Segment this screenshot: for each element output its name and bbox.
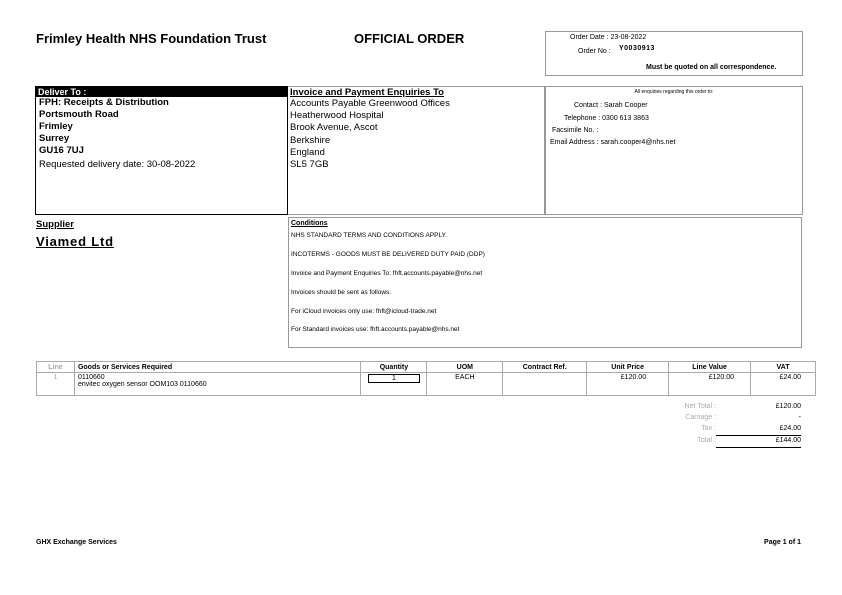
line-value-cell: £120.00 [669, 373, 751, 396]
condition-line: Invoices should be sent as follows: [291, 289, 392, 296]
total-value: £144.00 [775, 437, 801, 444]
order-lines-table [36, 361, 816, 396]
column-header: Quantity [361, 362, 427, 373]
contact-box [545, 86, 803, 215]
condition-line: Invoice and Payment Enquiries To: fhft.accounts.payable@nhs.net [291, 270, 483, 277]
order-info-box [545, 31, 803, 76]
order-number-note: Must be quoted on all correspondence. [646, 64, 777, 71]
unit-price-cell: £120.00 [587, 373, 669, 396]
column-header: Goods or Services Required [74, 362, 360, 373]
order-number-label: Order No : [578, 48, 611, 55]
uom-cell: EACH [427, 373, 503, 396]
contact-name: Contact : Sarah Cooper [574, 102, 648, 109]
table-header-row [37, 362, 816, 373]
quantity-value: 1 [368, 374, 420, 383]
address-line: GU16 7UJ [39, 145, 84, 156]
conditions-title: Conditions [291, 220, 328, 227]
address-line: Brook Avenue, Ascot [290, 122, 378, 134]
deliver-to-header: Deliver To : [36, 87, 287, 97]
total-underline [716, 447, 801, 448]
deliver-address [36, 97, 287, 157]
condition-line: NHS STANDARD TERMS AND CONDITIONS APPLY. [291, 232, 447, 239]
net-total-label: Net Total : [684, 403, 716, 410]
address-line: Portsmouth Road [39, 109, 119, 120]
invoice-enquiries-address [288, 98, 544, 171]
table-row [37, 373, 816, 396]
contact-note: All enquiries regarding this order to: [634, 89, 714, 95]
column-header: Unit Price [587, 362, 669, 373]
total-label: Total : [697, 437, 716, 444]
item-cell [74, 373, 360, 396]
trust-name: Frimley Health NHS Foundation Trust [36, 31, 267, 46]
contact-telephone: Telephone : 0300 613 3863 [564, 115, 649, 122]
item-description: envitec oxygen sensor OOM103 0110660 [77, 381, 207, 388]
footer-provider: GHX Exchange Services [36, 539, 117, 546]
order-number: Y0030913 [619, 45, 655, 52]
conditions-box [288, 217, 802, 348]
column-header: Line Value [669, 362, 751, 373]
tax-value: £24.00 [779, 425, 801, 432]
quantity-cell [361, 373, 427, 396]
page-number: Page 1 of 1 [764, 539, 801, 546]
address-line: Heatherwood Hospital [290, 110, 384, 122]
deliver-to-box [35, 86, 288, 215]
vat-cell: £24.00 [751, 373, 816, 396]
address-line: England [290, 146, 325, 158]
address-line: Surrey [39, 133, 70, 144]
supplier-label: Supplier [36, 219, 75, 230]
address-line: Frimley [39, 121, 73, 132]
carriage-label: Carriage : [685, 414, 716, 421]
condition-line: INCOTERMS - GOODS MUST BE DELIVERED DUTY PAID (DDP) [291, 251, 485, 258]
contact-email: Email Address : sarah.cooper4@nhs.net [550, 139, 676, 146]
column-header: Line [37, 362, 75, 373]
condition-line: For iCloud invoices only use: fhft@icloud-trade.net [291, 308, 437, 315]
item-code: 0110660 [77, 374, 105, 381]
contract-ref-cell [503, 373, 587, 396]
total-divider [716, 435, 801, 436]
column-header: VAT [751, 362, 816, 373]
column-header: Contract Ref. [503, 362, 587, 373]
column-header: UOM [427, 362, 503, 373]
address-line: Berkshire [290, 134, 331, 146]
invoice-enquiries-title: Invoice and Payment Enquiries To [290, 87, 444, 98]
document-title: OFFICIAL ORDER [354, 31, 465, 46]
order-date: Order Date : 23-08-2022 [570, 34, 647, 41]
address-line: Accounts Payable Greenwood Offices [290, 98, 450, 109]
supplier-name: Viamed Ltd [36, 234, 114, 249]
requested-delivery-date: Requested delivery date: 30-08-2022 [39, 159, 196, 170]
tax-label: Tax : [701, 425, 716, 432]
condition-line: For Standard invoices use: fhft.accounts.payable@nhs.net [291, 326, 460, 333]
address-line: FPH: Receipts & Distribution [39, 97, 169, 108]
invoice-enquiries-box [288, 86, 545, 215]
line-number: 1 [37, 373, 75, 396]
net-total-value: £120.00 [775, 403, 801, 410]
contact-fax: Facsimile No. : [552, 127, 599, 134]
address-line: SL5 7GB [290, 159, 329, 171]
carriage-value: - [798, 414, 801, 421]
